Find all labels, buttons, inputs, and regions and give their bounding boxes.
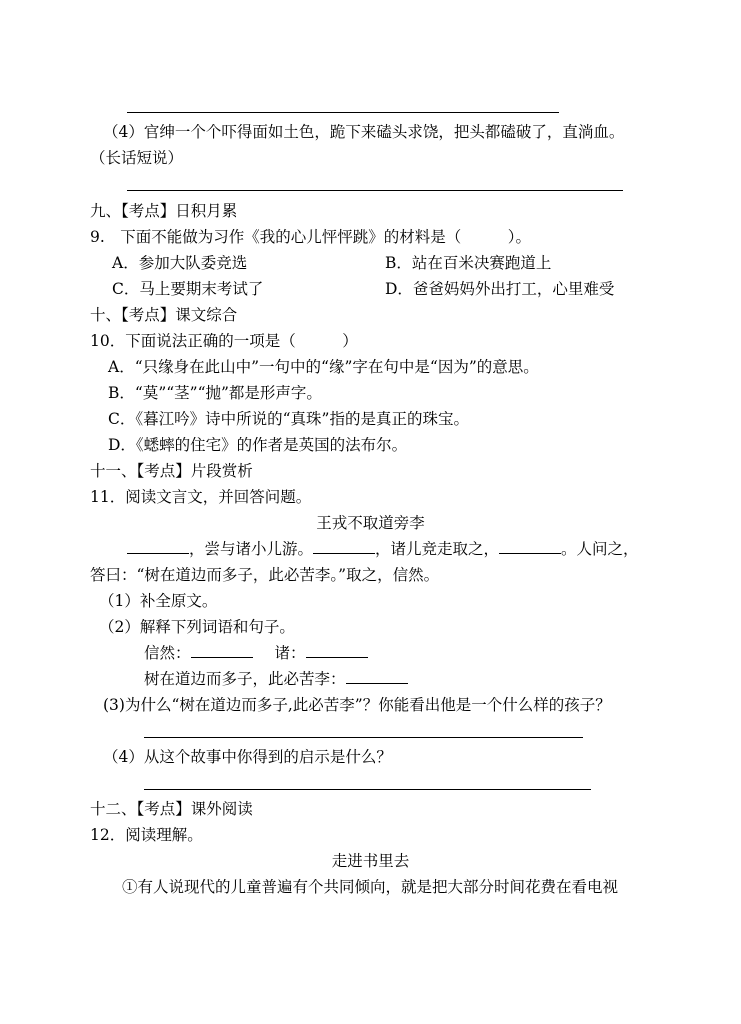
q8-sentence-4: （4）官绅一个个吓得面如土色，跪下来磕头求饶，把头都磕破了，直淌血。 (103, 123, 625, 141)
q11-sub-3: (3)为什么“树在道边而多子,此必苦李”？你能看出他是一个什么样的孩子？ (103, 696, 611, 714)
answer-line-q8-4[interactable] (127, 190, 623, 191)
q12-passage-title: 走进书里去 (331, 852, 410, 870)
q10-option-b[interactable]: B．“莫”“茎”“抛”都是形声字。 (108, 384, 322, 402)
q10-option-a[interactable]: A．“只缘身在此山中”一句中的“缘”字在句中是“因为”的意思。 (108, 358, 539, 376)
q10-option-c[interactable]: C．《暮江吟》诗中所说的“真珠”指的是真正的珠宝。 (108, 410, 469, 428)
q10-stem: 10．下面说法正确的一项是（ ） (90, 332, 358, 350)
q11-sub-1: （1）补全原文。 (99, 592, 218, 610)
q10-option-d[interactable]: D．《蟋蟀的住宅》的作者是英国的法布尔。 (108, 436, 408, 454)
q11-passage-title: 王戎不取道旁李 (316, 514, 425, 532)
answer-line-q11-3[interactable] (144, 737, 583, 738)
q9-option-d[interactable]: D．爸爸妈妈外出打工，心里难受 (385, 280, 615, 298)
q11-stem: 11．阅读文言文，并回答问题。 (90, 488, 312, 506)
q11-sub-2-sentence: 树在道边而多子，此必苦李： (144, 669, 408, 689)
q11-blank-3[interactable] (499, 539, 561, 554)
q12-passage-paragraph-1: ①有人说现代的儿童普遍有个共同倾向，就是把大部分时间花费在看电视 (122, 878, 619, 896)
q11-sub-4: （4）从这个故事中你得到的启示是什么？ (103, 748, 392, 766)
q11-passage-line-1: ，尝与诸小儿游。 ，诸儿竞走取之， 。人问之， (127, 539, 639, 559)
answer-line-q8-3[interactable] (127, 112, 559, 113)
section-11-header: 十一、【考点】片段赏析 (90, 462, 253, 480)
section-10-header: 十、【考点】课文综合 (90, 306, 238, 324)
q9-option-c[interactable]: C．马上要期末考试了 (112, 280, 264, 298)
answer-line-q11-4[interactable] (144, 789, 591, 790)
q11-answer-xinran[interactable] (191, 643, 253, 658)
q9-stem: 9. 下面不能做为习作《我的心儿怦怦跳》的材料是（ ）。 (90, 228, 532, 246)
q12-stem: 12．阅读理解。 (90, 826, 203, 844)
q11-sub-2: （2）解释下列词语和句子。 (99, 618, 295, 636)
q11-sub-2-words: 信然： 诸： (144, 643, 368, 663)
section-9-header: 九、【考点】日积月累 (90, 202, 238, 220)
q11-answer-zhu[interactable] (306, 643, 368, 658)
q11-blank-1[interactable] (127, 539, 189, 554)
section-12-header: 十二、【考点】课外阅读 (90, 800, 253, 818)
q9-option-b[interactable]: B．站在百米决赛跑道上 (385, 254, 552, 272)
q11-blank-2[interactable] (313, 539, 375, 554)
q9-option-a[interactable]: A．参加大队委竞选 (112, 254, 248, 272)
q8-sentence-4-hint: （长话短说） (90, 149, 184, 167)
q11-passage-line-2: 答曰：“树在道边而多子，此必苦李。”取之，信然。 (90, 566, 440, 584)
q11-answer-sentence[interactable] (346, 669, 408, 684)
